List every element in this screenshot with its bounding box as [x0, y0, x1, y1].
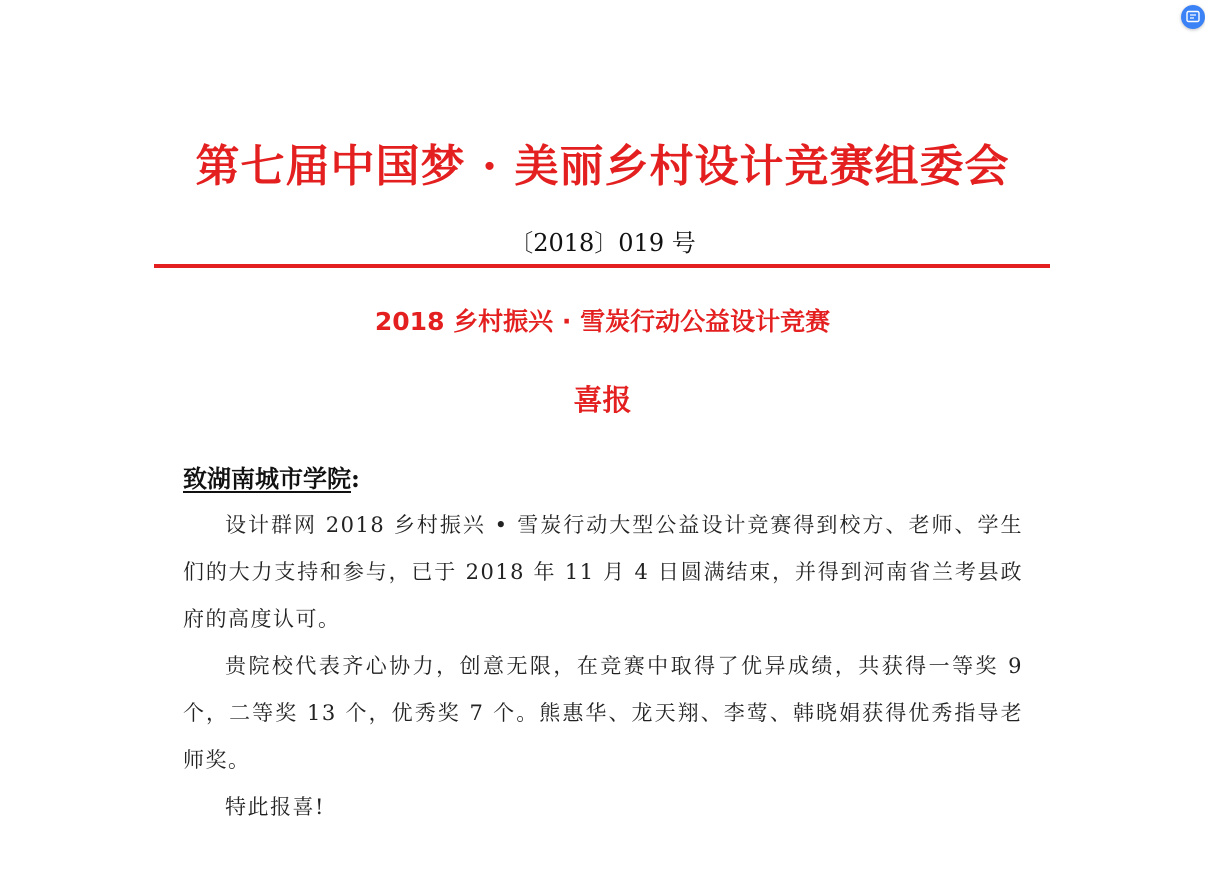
recipient-line — [183, 459, 360, 494]
body-paragraph-1: 设计群网 2018 乡村振兴 • 雪炭行动大型公益设计竞赛得到校方、老师、学生们的大力支持和参与，已于 2018 年 11 月 4 日圆满结束，并得到河南省兰考县政府的高度认可。 — [183, 513, 1023, 631]
organizer-title: 第七届中国梦 · 美丽乡村设计竞赛组委会 — [195, 141, 1010, 192]
document-number: 〔2018〕019 号 — [509, 229, 696, 257]
recipient-name: 致湖南城市学院 — [183, 464, 351, 493]
letter-body — [183, 502, 1023, 831]
contest-title: 2018 乡村振兴 · 雪炭行动公益设计竞赛 — [374, 307, 831, 336]
notice-title: 喜报 — [573, 383, 632, 417]
body-paragraph-3: 特此报喜! — [225, 795, 325, 819]
header-divider — [154, 264, 1050, 268]
recipient-colon: : — [351, 464, 360, 493]
corner-tool-button[interactable] — [1181, 5, 1205, 29]
body-paragraph-2: 贵院校代表齐心协力，创意无限，在竞赛中取得了优异成绩，共获得一等奖 9 个，二等奖 13 个，优秀奖 7 个。熊惠华、龙天翔、李莺、韩晓娟获得优秀指导老师奖。 — [183, 654, 1023, 772]
document-tool-icon — [1186, 10, 1200, 24]
